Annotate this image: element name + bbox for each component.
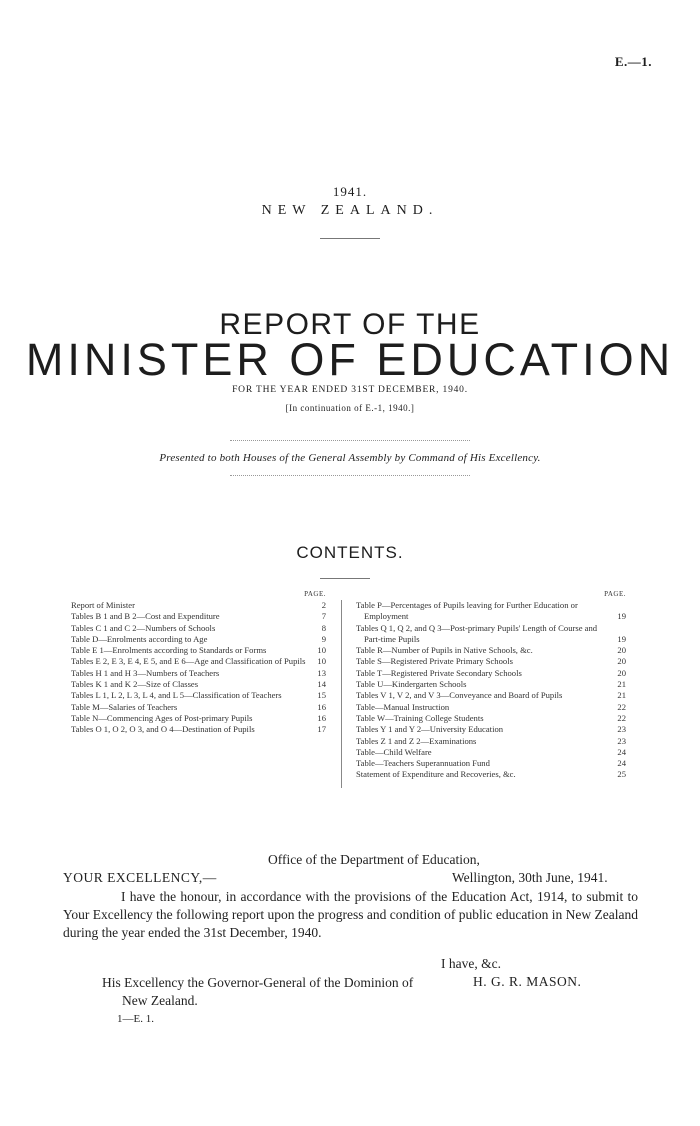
contents-entry-title: Table N—Commencing Ages of Post-primary Pupils [71,712,253,723]
contents-entry-title: Tables V 1, V 2, and V 3—Conveyance and Board of Pupils [356,690,563,701]
contents-entry [71,679,326,690]
contents-entry [356,679,626,690]
contents-entry-title: Tables B 1 and B 2—Cost and Expenditure [71,611,220,622]
contents-entry-page: 7 [321,611,326,622]
contents-entry-title: Tables Y 1 and Y 2—University Education [356,724,504,735]
contents-entry-page: 24 [617,746,626,757]
contents-column-right [356,590,626,781]
report-of-heading: REPORT OF THE [219,308,481,341]
contents-entry [356,713,626,724]
divider [230,475,470,476]
contents-entry [356,690,626,701]
contents-entry-title: Table R—Number of Pupils in Native Schools, &c. [356,645,533,656]
continuation-note: [In continuation of E.-1, 1940.] [285,403,415,413]
letter-salutation: YOUR EXCELLENCY,— [63,870,217,885]
report-year: 1941. [332,184,368,199]
contents-entry-page: 20 [617,645,626,656]
contents-entry-page: 16 [317,712,326,723]
contents-entry-title: Tables O 1, O 2, O 3, and O 4—Destination of Pupils [71,724,255,735]
contents-entry-page: 21 [617,679,626,690]
letter-signature: H. G. R. MASON. [473,974,582,989]
contents-entry [71,600,326,611]
contents-entry-title: Tables H 1 and H 3—Numbers of Teachers [71,667,220,678]
contents-entry-title: Table S—Registered Private Primary Schools [356,656,513,667]
letter-closing: I have, &c. [441,956,501,971]
contents-column-left [71,590,326,736]
contents-entry [356,747,626,758]
contents-entry-page: 19 [617,611,626,622]
contents-entry-title: Table T—Registered Private Secondary Schools [356,667,522,678]
contents-entry-page: 22 [617,701,626,712]
contents-entry-title: Table E 1—Enrolments according to Standards or Forms [71,645,267,656]
letter-recipient: His Excellency the Governor-General of the Dominion of New Zealand. [102,975,414,1008]
contents-entry-title: Table W—Training College Students [356,712,484,723]
contents-entry-page: 14 [317,679,326,690]
contents-entry-page: 17 [317,724,326,735]
contents-entry-page: 10 [317,656,326,667]
contents-entry [71,645,326,656]
page-column-label: PAGE. [604,590,626,598]
contents-entry [71,690,326,701]
footer-code: 1—E. 1. [117,1013,154,1025]
presentation-note: Presented to both Houses of the General Assembly by Command of His Excellency. [159,452,541,464]
contents-entry-page: 24 [617,758,626,769]
contents-entry-page: 21 [617,690,626,701]
contents-entry [356,600,626,623]
contents-entry-title: Report of Minister [71,600,135,610]
contents-entry-title: Table U—Kindergarten Schools [356,679,467,690]
contents-entry [356,645,626,656]
contents-entry-page: 15 [317,690,326,701]
contents-entry-page: 2 [321,600,326,610]
contents-entry-title: Tables Z 1 and Z 2—Examinations [356,735,477,746]
contents-entry [356,623,626,646]
contents-entry [71,724,326,735]
contents-entry-page: 8 [321,622,326,633]
letter-office: Office of the Department of Education, [268,852,480,867]
contents-entry-page: 23 [617,735,626,746]
contents-entry [71,713,326,724]
contents-entry-page: 25 [617,769,626,780]
divider [320,238,380,239]
divider [320,578,370,579]
contents-entry-title: Tables C 1 and C 2—Numbers of Schools [71,622,216,633]
contents-entry [356,758,626,769]
contents-entry-page: 20 [617,667,626,678]
contents-entry-page: 10 [317,645,326,656]
contents-entry [356,769,626,780]
contents-entry-title: Statement of Expenditure and Recoveries, &c. [356,769,516,780]
contents-entry [71,611,326,622]
contents-entry [356,702,626,713]
contents-entry-title: Table—Child Welfare [356,746,432,757]
contents-entry-title: Table M—Salaries of Teachers [71,701,178,712]
letter-body: I have the honour, in accordance with the provisions of the Education Act, 1914, to submit to Your Excellency the following report upon the progress and condition of public education in New Zealand during the year ended the 31st December, 1940. [63,889,638,940]
contents-entry-title: Tables Q 1, Q 2, and Q 3—Post-primary Pupils' Length of Course and Part-time Pupils [356,622,598,644]
country-name: NEW ZEALAND. [261,203,439,218]
contents-entry [71,623,326,634]
contents-entry-title: Tables K 1 and K 2—Size of Classes [71,679,199,690]
contents-entry [356,656,626,667]
contents-entry-page: 19 [617,633,626,644]
letter-address-date: Wellington, 30th June, 1941. [452,870,608,885]
column-divider [341,600,342,788]
page-reference: E.—1. [614,54,652,69]
contents-entry-page: 13 [317,667,326,678]
contents-entry [71,656,326,667]
report-period: FOR THE YEAR ENDED 31ST DECEMBER, 1940. [232,385,468,395]
contents-entry-page: 22 [617,712,626,723]
contents-entry [71,634,326,645]
contents-entry-title: Table D—Enrolments according to Age [71,633,208,644]
divider [230,440,470,441]
contents-entry-page: 20 [617,656,626,667]
contents-entry-title: Tables E 2, E 3, E 4, E 5, and E 6—Age and Classification of Pupils [71,656,306,667]
contents-entry-title: Table—Teachers Superannuation Fund [356,758,490,769]
contents-entry-title: Table—Manual Instruction [356,701,450,712]
contents-entry-page: 23 [617,724,626,735]
contents-entry [71,702,326,713]
contents-heading: CONTENTS. [296,543,404,562]
contents-entry-page: 16 [317,701,326,712]
contents-entry [71,668,326,679]
contents-entry-title: Table P—Percentages of Pupils leaving for Further Education or Employment [356,600,578,622]
contents-entry-title: Tables L 1, L 2, L 3, L 4, and L 5—Classification of Teachers [71,690,282,701]
page-column-label: PAGE. [304,590,326,598]
contents-entry-page: 9 [321,633,326,644]
contents-entry [356,724,626,735]
document-title: MINISTER OF EDUCATION [25,334,675,385]
contents-entry [356,736,626,747]
contents-entry [356,668,626,679]
